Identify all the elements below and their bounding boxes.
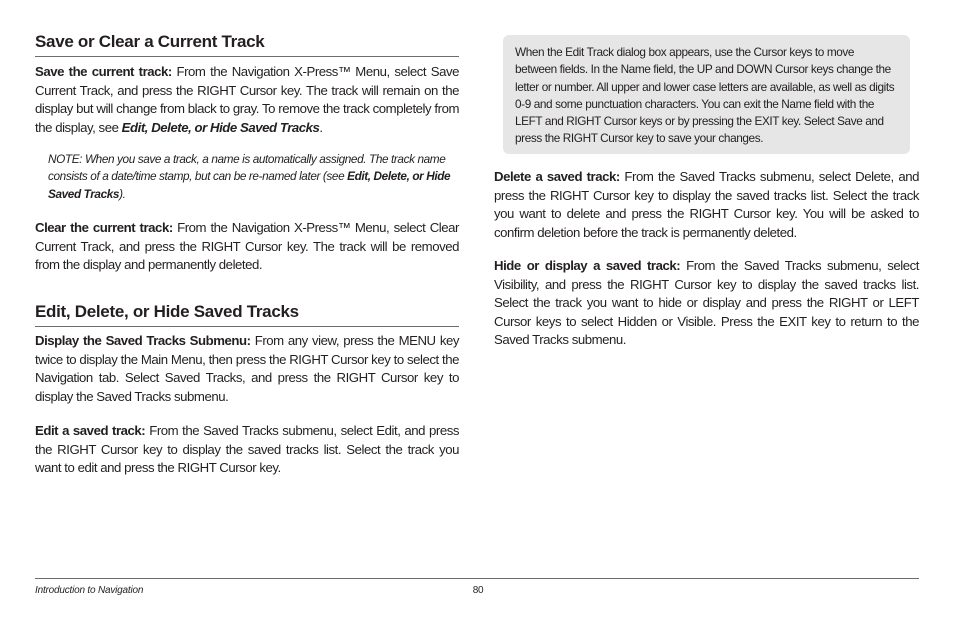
paragraph-hide-display-track (494, 257, 919, 350)
info-box-text: When the Edit Track dialog box appears, use the Cursor keys to move between fields. In the Name field, the UP and DOWN Cursor keys change the letter or number. All upper and lower case letters are available, as well as digits 0-9 and some punctuation characters. You can exit the Name field with the LEFT and RIGHT Cursor keys or by pressing the EXIT key. Select Save and press the RIGHT Cursor key to save your changes. (515, 45, 895, 146)
paragraph-edit-track (35, 422, 459, 478)
note-end: ). (119, 186, 126, 201)
lead-display-submenu: Display the Saved Tracks Submenu: (35, 333, 251, 348)
note-label: NOTE: (48, 152, 83, 166)
lead-save-track: Save the current track: (35, 64, 172, 79)
lead-delete-track: Delete a saved track: (494, 169, 620, 184)
paragraph-save-track (35, 63, 459, 137)
paragraph-delete-track (494, 168, 919, 242)
note-cross-reference: Edit, Delete, or Hide Saved Tracks (48, 169, 451, 201)
text-period: . (319, 119, 323, 135)
text-hide-display-track: From the Saved Tracks submenu, select Visibility, and press the RIGHT Cursor key to display the saved tracks list. Select the track you want to hide or display and press the RIGHT or LEFT Cursor keys to select Hidden or Visible. Press the EXIT key to return to the Saved Tracks submenu. (494, 258, 920, 348)
section-title-edit-delete-hide: Edit, Delete, or Hide Saved Tracks (35, 302, 459, 327)
text-clear-track: From the Navigation X-Press™ Menu, select Clear Current Track, and press the RIGHT Cursor key. The track will be removed from the display and permanently deleted. (35, 220, 459, 273)
text-delete-track: From the Saved Tracks submenu, select Delete, and press the RIGHT Cursor key to display the saved tracks list. Select the track you want to delete and press the RIGHT Cursor key. You will be asked to confirm deletion before the track is permanently deleted. (494, 169, 919, 240)
lead-clear-track: Clear the current track: (35, 220, 173, 235)
lead-edit-track: Edit a saved track: (35, 423, 146, 438)
edit-track-info-box (503, 35, 910, 154)
text-display-submenu: From any view, press the MENU key twice to display the Main Menu, then press the RIGHT Cursor key to select the Navigation tab. Select Saved Tracks, and press the RIGHT Cursor key to display the Saved Tracks submenu. (35, 333, 459, 404)
lead-hide-display-track: Hide or display a saved track: (494, 258, 681, 273)
footer-divider (35, 578, 919, 579)
cross-reference: Edit, Delete, or Hide Saved Tracks (121, 119, 320, 135)
paragraph-display-submenu (35, 332, 459, 406)
footer-section-name: Introduction to Navigation (35, 585, 144, 596)
paragraph-clear-track (35, 219, 459, 275)
note-paragraph (35, 151, 456, 203)
text-edit-track: From the Saved Tracks submenu, select Edit, and press the RIGHT Cursor key to display the saved tracks list. Select the track you want to edit and press the RIGHT Cursor key. (35, 423, 459, 476)
note-text: When you save a track, a name is automatically assigned. The track name consists of a date/time stamp, but can be re-named later (see (48, 152, 446, 184)
section-title-save-clear: Save or Clear a Current Track (35, 32, 459, 57)
text-save-track: From the Navigation X-Press™ Menu, select Save Current Track, and press the RIGHT Cursor key. The track will remain on the display but will change from black to gray. To remove the track completely from the display, see (35, 64, 459, 135)
page-number: 80 (472, 585, 484, 596)
